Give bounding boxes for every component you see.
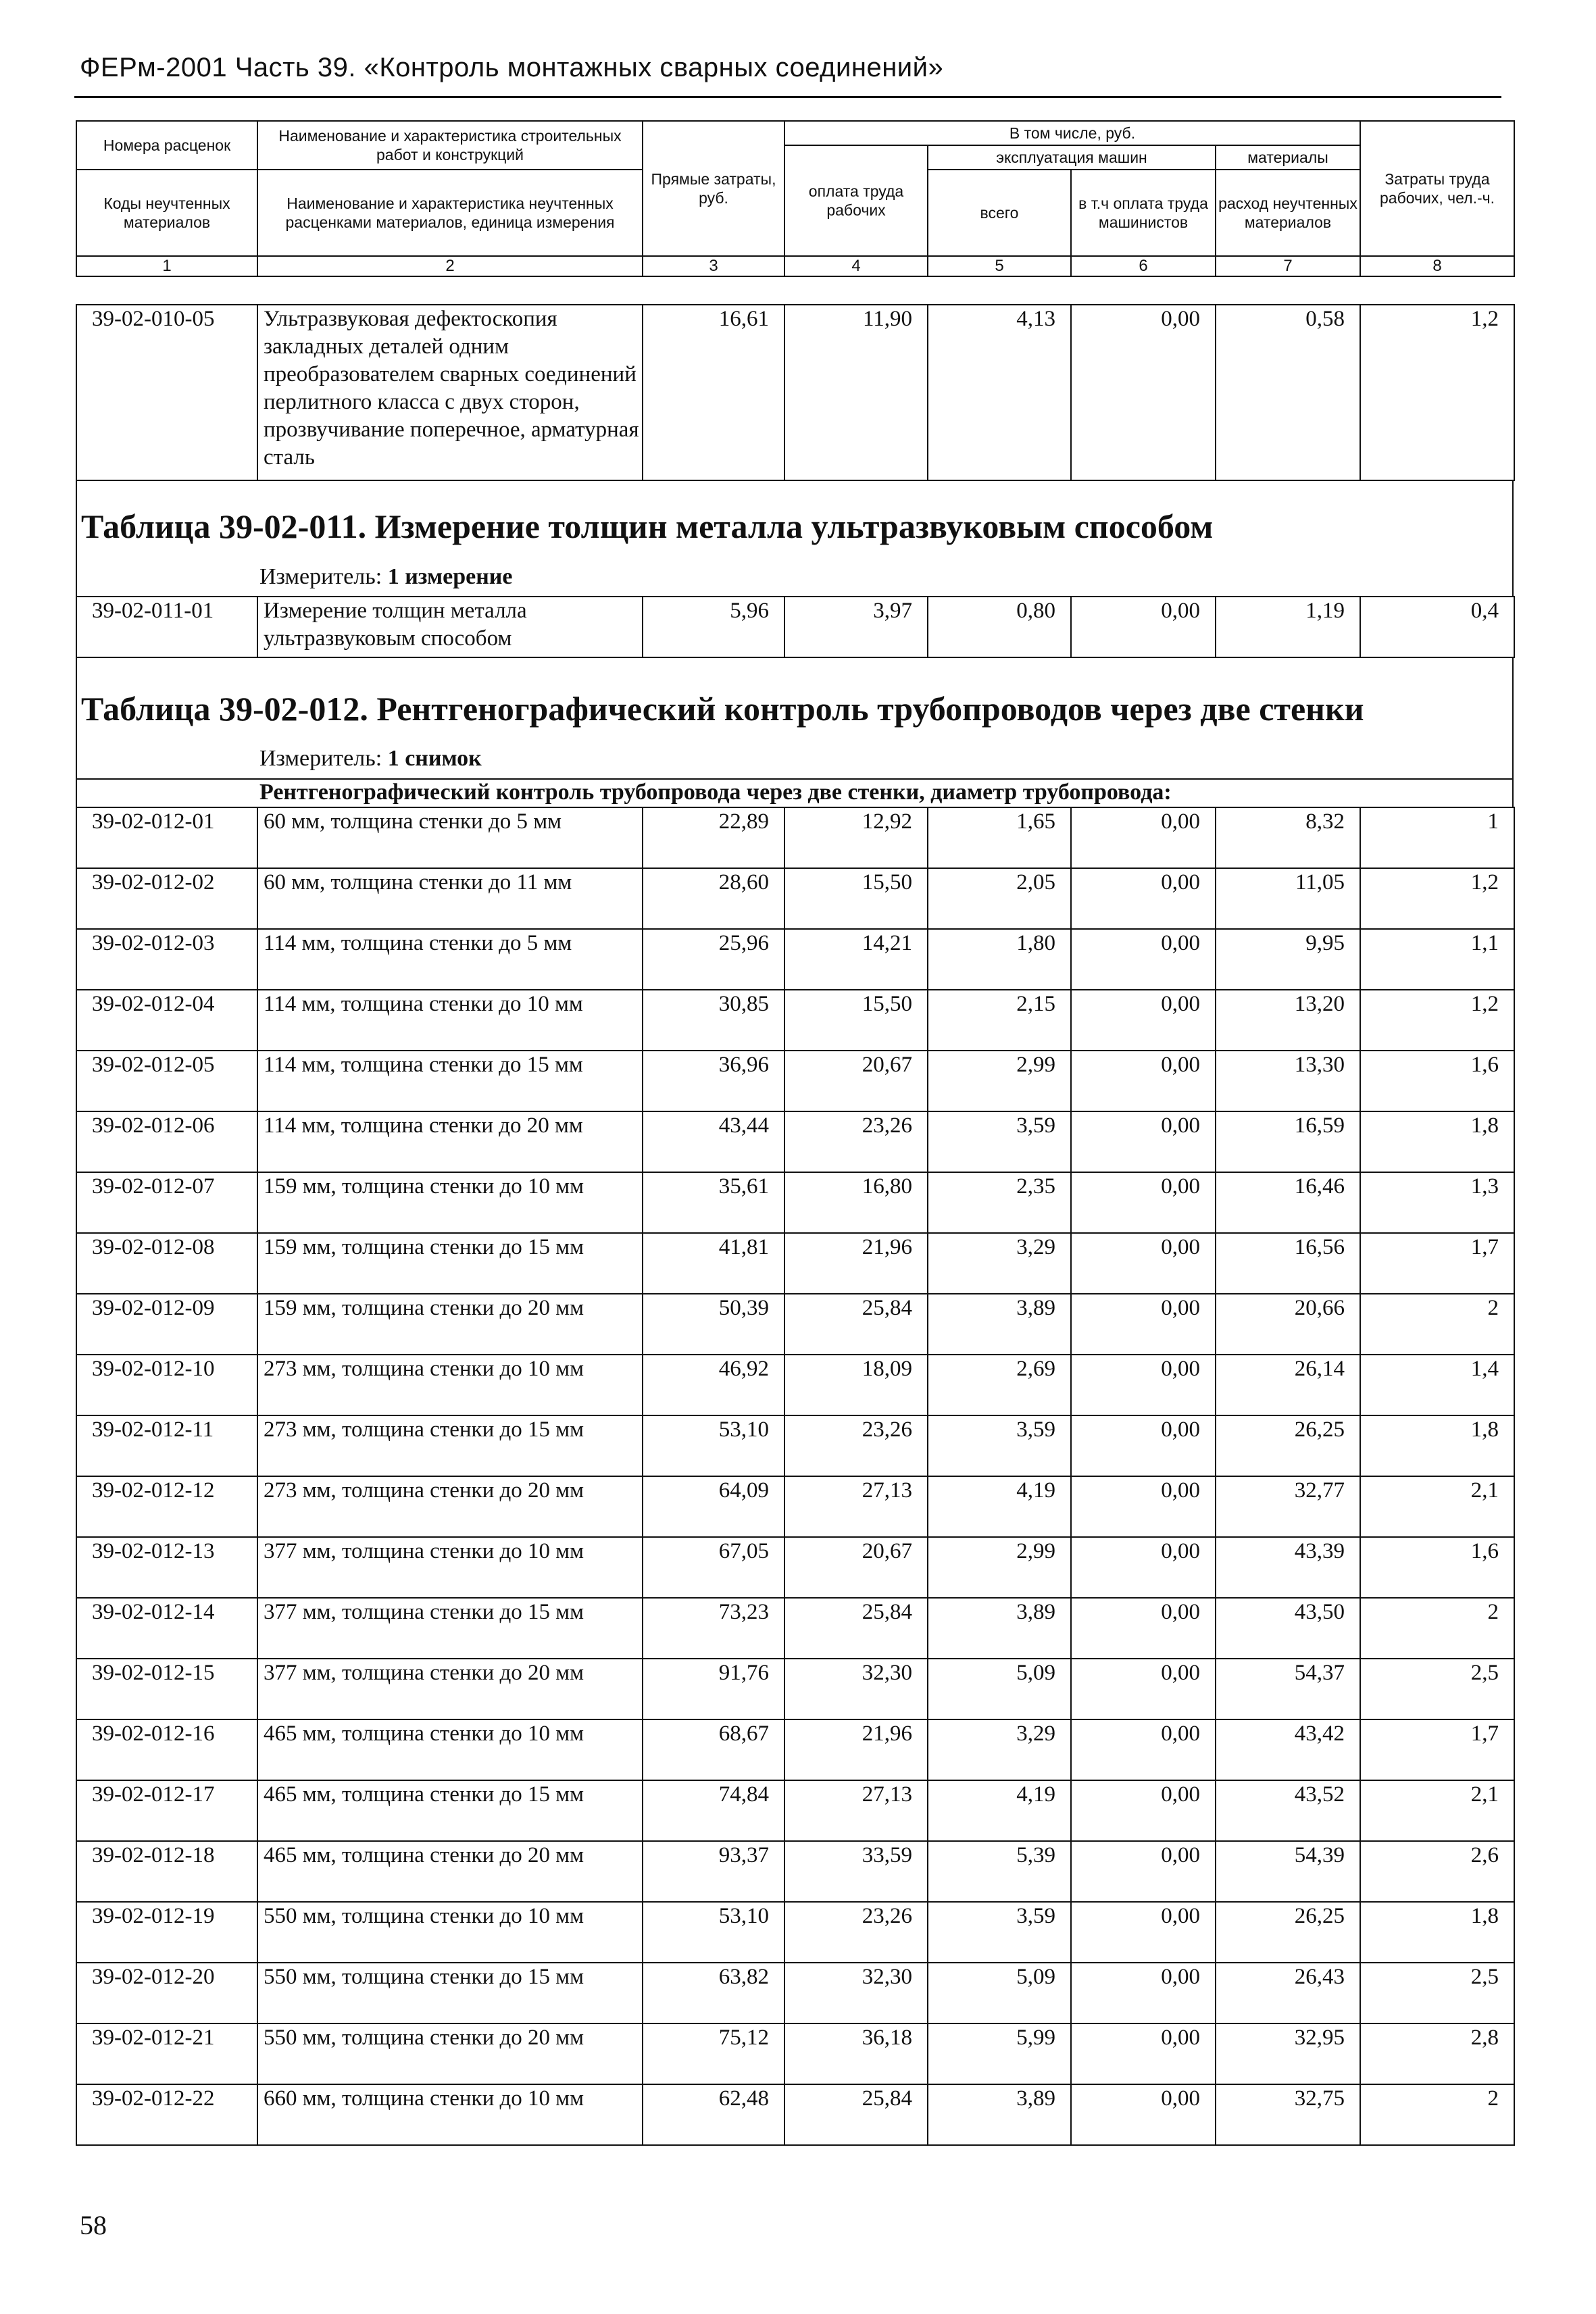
col-unaccounted-materials-header: расход неучтенных материалов — [1216, 170, 1360, 256]
row-code: 39-02-012-03 — [76, 929, 257, 990]
table-011 — [76, 596, 1515, 658]
row-labor: 16,80 — [784, 1172, 928, 1233]
row-010-05-table — [76, 304, 1515, 481]
row-direct: 53,10 — [643, 1415, 784, 1476]
col-direct-header: Прямые затраты, руб. — [643, 121, 784, 256]
row-direct: 50,39 — [643, 1294, 784, 1355]
row-machines: 1,80 — [928, 929, 1071, 990]
row-operators-labor: 0,00 — [1071, 1294, 1216, 1355]
table-row — [76, 1415, 1514, 1476]
row-hours: 1,6 — [1360, 1051, 1514, 1111]
row-materials: 54,37 — [1216, 1659, 1360, 1719]
row-materials: 20,66 — [1216, 1294, 1360, 1355]
row-materials: 11,05 — [1216, 868, 1360, 929]
row-direct: 30,85 — [643, 990, 784, 1051]
row-machines: 2,99 — [928, 1537, 1071, 1598]
row-machines: 3,89 — [928, 1598, 1071, 1659]
row-name: 114 мм, толщина стенки до 5 мм — [257, 929, 643, 990]
table-row — [76, 1172, 1514, 1233]
row-code: 39-02-010-05 — [76, 305, 257, 480]
row-materials: 8,32 — [1216, 807, 1360, 868]
col-labor-header: оплата труда рабочих — [784, 145, 928, 256]
row-operators-labor: 0,00 — [1071, 1902, 1216, 1963]
row-machines: 2,05 — [928, 868, 1071, 929]
row-labor: 11,90 — [784, 305, 928, 480]
row-direct: 67,05 — [643, 1537, 784, 1598]
table-012-meter — [259, 746, 482, 772]
row-hours: 2 — [1360, 1598, 1514, 1659]
row-materials: 0,58 — [1216, 305, 1360, 480]
row-direct: 73,23 — [643, 1598, 784, 1659]
row-direct: 22,89 — [643, 807, 784, 868]
row-labor: 27,13 — [784, 1476, 928, 1537]
row-name: 273 мм, толщина стенки до 15 мм — [257, 1415, 643, 1476]
row-hours: 0,4 — [1360, 597, 1514, 657]
row-hours: 2 — [1360, 1294, 1514, 1355]
row-direct: 25,96 — [643, 929, 784, 990]
row-operators-labor: 0,00 — [1071, 1355, 1216, 1415]
col-codes-header: Номера расценок — [76, 121, 257, 170]
table-row — [76, 1537, 1514, 1598]
row-code: 39-02-012-02 — [76, 868, 257, 929]
row-name: 465 мм, толщина стенки до 20 мм — [257, 1841, 643, 1902]
table-row — [76, 1355, 1514, 1415]
row-hours: 1,2 — [1360, 990, 1514, 1051]
row-machines: 2,35 — [928, 1172, 1071, 1233]
table-011-heading — [76, 480, 1514, 596]
table-row — [76, 1476, 1514, 1537]
row-machines: 2,15 — [928, 990, 1071, 1051]
row-code: 39-02-012-10 — [76, 1355, 257, 1415]
col-machines-header: эксплуатация машин — [928, 145, 1216, 170]
row-labor: 12,92 — [784, 807, 928, 868]
col-index: 8 — [1360, 256, 1514, 276]
row-machines: 3,89 — [928, 1294, 1071, 1355]
row-materials: 43,50 — [1216, 1598, 1360, 1659]
col-hours-header: Затраты труда рабочих, чел.-ч. — [1360, 121, 1514, 256]
row-materials: 16,56 — [1216, 1233, 1360, 1294]
row-machines: 5,09 — [928, 1659, 1071, 1719]
running-header: ФЕРм-2001 Часть 39. «Контроль монтажных сварных соединений» — [80, 53, 944, 82]
row-code: 39-02-012-01 — [76, 807, 257, 868]
table-row — [76, 1841, 1514, 1902]
row-code: 39-02-012-05 — [76, 1051, 257, 1111]
row-name: 465 мм, толщина стенки до 15 мм — [257, 1780, 643, 1841]
col-index: 2 — [257, 256, 643, 276]
row-direct: 43,44 — [643, 1111, 784, 1172]
row-code: 39-02-012-04 — [76, 990, 257, 1051]
row-operators-labor: 0,00 — [1071, 305, 1216, 480]
row-name: 159 мм, толщина стенки до 15 мм — [257, 1233, 643, 1294]
row-machines: 3,29 — [928, 1233, 1071, 1294]
table-011-title: Таблица 39-02-011. Измерение толщин металла ультразвуковым способом — [81, 507, 1214, 545]
row-name: 377 мм, толщина стенки до 20 мм — [257, 1659, 643, 1719]
row-code: 39-02-012-16 — [76, 1719, 257, 1780]
row-materials: 32,95 — [1216, 2023, 1360, 2084]
table-row — [76, 1963, 1514, 2023]
row-operators-labor: 0,00 — [1071, 868, 1216, 929]
row-operators-labor: 0,00 — [1071, 1111, 1216, 1172]
row-machines: 1,65 — [928, 807, 1071, 868]
row-materials: 43,52 — [1216, 1780, 1360, 1841]
row-labor: 23,26 — [784, 1902, 928, 1963]
col-index: 4 — [784, 256, 928, 276]
row-labor: 32,30 — [784, 1963, 928, 2023]
row-hours: 1,1 — [1360, 929, 1514, 990]
row-operators-labor: 0,00 — [1071, 1415, 1216, 1476]
row-code: 39-02-012-21 — [76, 2023, 257, 2084]
row-machines: 2,99 — [928, 1051, 1071, 1111]
row-code: 39-02-012-19 — [76, 1902, 257, 1963]
row-materials: 43,42 — [1216, 1719, 1360, 1780]
table-row — [76, 807, 1514, 868]
row-code: 39-02-012-11 — [76, 1415, 257, 1476]
row-hours: 2,1 — [1360, 1476, 1514, 1537]
col-machines-total-header: всего — [928, 170, 1071, 256]
col-name-subheader: Наименование и характеристика неучтенных расценками материалов, единица измерения — [257, 170, 643, 256]
row-direct: 91,76 — [643, 1659, 784, 1719]
table-row — [76, 1719, 1514, 1780]
row-hours: 1,2 — [1360, 868, 1514, 929]
table-012 — [76, 807, 1515, 2146]
row-direct: 64,09 — [643, 1476, 784, 1537]
row-operators-labor: 0,00 — [1071, 597, 1216, 657]
row-direct: 16,61 — [643, 305, 784, 480]
row-operators-labor: 0,00 — [1071, 1963, 1216, 2023]
row-machines: 5,09 — [928, 1963, 1071, 2023]
row-hours: 1,7 — [1360, 1719, 1514, 1780]
row-materials: 26,25 — [1216, 1415, 1360, 1476]
row-hours: 1,2 — [1360, 305, 1514, 480]
row-operators-labor: 0,00 — [1071, 1719, 1216, 1780]
row-operators-labor: 0,00 — [1071, 1659, 1216, 1719]
col-including-header: В том числе, руб. — [784, 121, 1360, 145]
row-machines: 3,59 — [928, 1111, 1071, 1172]
row-hours: 1,8 — [1360, 1902, 1514, 1963]
row-name: 60 мм, толщина стенки до 11 мм — [257, 868, 643, 929]
col-codes-subheader: Коды неучтенных материалов — [76, 170, 257, 256]
row-code: 39-02-012-18 — [76, 1841, 257, 1902]
row-labor: 14,21 — [784, 929, 928, 990]
row-direct: 36,96 — [643, 1051, 784, 1111]
table-row — [76, 1780, 1514, 1841]
row-code: 39-02-012-14 — [76, 1598, 257, 1659]
row-labor: 25,84 — [784, 1598, 928, 1659]
meter-value: 1 снимок — [387, 746, 482, 771]
row-materials: 1,19 — [1216, 597, 1360, 657]
row-machines: 3,59 — [928, 1415, 1071, 1476]
row-direct: 68,67 — [643, 1719, 784, 1780]
row-hours: 1,6 — [1360, 1537, 1514, 1598]
row-labor: 23,26 — [784, 1415, 928, 1476]
row-name: 114 мм, толщина стенки до 15 мм — [257, 1051, 643, 1111]
row-hours: 1,3 — [1360, 1172, 1514, 1233]
row-operators-labor: 0,00 — [1071, 1780, 1216, 1841]
table-row — [76, 1659, 1514, 1719]
table-row — [76, 305, 1514, 480]
table-row — [76, 929, 1514, 990]
column-header-table — [76, 120, 1515, 277]
row-labor: 27,13 — [784, 1780, 928, 1841]
row-labor: 3,97 — [784, 597, 928, 657]
table-row — [76, 1233, 1514, 1294]
row-name: 377 мм, толщина стенки до 15 мм — [257, 1598, 643, 1659]
table-row — [76, 2023, 1514, 2084]
row-machines: 5,39 — [928, 1841, 1071, 1902]
row-name: 377 мм, толщина стенки до 10 мм — [257, 1537, 643, 1598]
row-labor: 20,67 — [784, 1537, 928, 1598]
row-operators-labor: 0,00 — [1071, 1172, 1216, 1233]
row-code: 39-02-012-06 — [76, 1111, 257, 1172]
row-code: 39-02-012-12 — [76, 1476, 257, 1537]
row-code: 39-02-012-22 — [76, 2084, 257, 2145]
row-name: 114 мм, толщина стенки до 20 мм — [257, 1111, 643, 1172]
row-hours: 2,5 — [1360, 1659, 1514, 1719]
row-operators-labor: 0,00 — [1071, 1537, 1216, 1598]
row-hours: 1,8 — [1360, 1415, 1514, 1476]
row-direct: 41,81 — [643, 1233, 784, 1294]
table-row — [76, 597, 1514, 657]
col-name-header: Наименование и характеристика строительных работ и конструкций — [257, 121, 643, 170]
row-machines: 3,59 — [928, 1902, 1071, 1963]
row-materials: 13,20 — [1216, 990, 1360, 1051]
row-labor: 20,67 — [784, 1051, 928, 1111]
col-index: 7 — [1216, 256, 1360, 276]
meter-value: 1 измерение — [387, 564, 513, 589]
row-materials: 32,75 — [1216, 2084, 1360, 2145]
row-materials: 16,59 — [1216, 1111, 1360, 1172]
row-name: 550 мм, толщина стенки до 20 мм — [257, 2023, 643, 2084]
row-labor: 15,50 — [784, 868, 928, 929]
row-hours: 1,7 — [1360, 1233, 1514, 1294]
row-direct: 63,82 — [643, 1963, 784, 2023]
row-name: 60 мм, толщина стенки до 5 мм — [257, 807, 643, 868]
row-code: 39-02-012-09 — [76, 1294, 257, 1355]
row-machines: 2,69 — [928, 1355, 1071, 1415]
row-operators-labor: 0,00 — [1071, 1233, 1216, 1294]
row-materials: 26,14 — [1216, 1355, 1360, 1415]
row-materials: 32,77 — [1216, 1476, 1360, 1537]
row-code: 39-02-012-15 — [76, 1659, 257, 1719]
row-code: 39-02-012-20 — [76, 1963, 257, 2023]
row-labor: 32,30 — [784, 1659, 928, 1719]
row-name: Измерение толщин металла ультразвуковым способом — [257, 597, 643, 657]
row-machines: 4,13 — [928, 305, 1071, 480]
row-operators-labor: 0,00 — [1071, 929, 1216, 990]
row-materials: 9,95 — [1216, 929, 1360, 990]
table-row — [76, 868, 1514, 929]
table-011-meter — [259, 564, 512, 590]
table-012-subheading: Рентгенографический контроль трубопровода через две стенки, диаметр трубопровода: — [259, 780, 1172, 805]
row-operators-labor: 0,00 — [1071, 2023, 1216, 2084]
row-name: 660 мм, толщина стенки до 10 мм — [257, 2084, 643, 2145]
row-hours: 2,5 — [1360, 1963, 1514, 2023]
col-materials-header: материалы — [1216, 145, 1360, 170]
row-hours: 1,4 — [1360, 1355, 1514, 1415]
row-labor: 25,84 — [784, 2084, 928, 2145]
row-machines: 4,19 — [928, 1476, 1071, 1537]
row-labor: 36,18 — [784, 2023, 928, 2084]
row-hours: 2 — [1360, 2084, 1514, 2145]
row-labor: 21,96 — [784, 1719, 928, 1780]
row-machines: 3,89 — [928, 2084, 1071, 2145]
row-operators-labor: 0,00 — [1071, 1476, 1216, 1537]
row-operators-labor: 0,00 — [1071, 2084, 1216, 2145]
table-row — [76, 1902, 1514, 1963]
row-name: 114 мм, толщина стенки до 10 мм — [257, 990, 643, 1051]
row-operators-labor: 0,00 — [1071, 1598, 1216, 1659]
row-name: 550 мм, толщина стенки до 15 мм — [257, 1963, 643, 2023]
row-name: 159 мм, толщина стенки до 20 мм — [257, 1294, 643, 1355]
row-hours: 1,8 — [1360, 1111, 1514, 1172]
table-012-title: Таблица 39-02-012. Рентгенографический контроль трубопроводов через две стенки — [81, 690, 1364, 728]
row-labor: 18,09 — [784, 1355, 928, 1415]
row-labor: 23,26 — [784, 1111, 928, 1172]
row-code: 39-02-012-13 — [76, 1537, 257, 1598]
row-operators-labor: 0,00 — [1071, 1051, 1216, 1111]
row-direct: 35,61 — [643, 1172, 784, 1233]
page-number: 58 — [80, 2210, 107, 2240]
col-index: 5 — [928, 256, 1071, 276]
row-direct: 5,96 — [643, 597, 784, 657]
row-name: 273 мм, толщина стенки до 10 мм — [257, 1355, 643, 1415]
row-machines: 5,99 — [928, 2023, 1071, 2084]
col-index: 6 — [1071, 256, 1216, 276]
row-name: 465 мм, толщина стенки до 10 мм — [257, 1719, 643, 1780]
row-labor: 15,50 — [784, 990, 928, 1051]
row-name: 159 мм, толщина стенки до 10 мм — [257, 1172, 643, 1233]
row-labor: 25,84 — [784, 1294, 928, 1355]
row-hours: 2,1 — [1360, 1780, 1514, 1841]
row-direct: 75,12 — [643, 2023, 784, 2084]
row-direct: 74,84 — [643, 1780, 784, 1841]
row-direct: 62,48 — [643, 2084, 784, 2145]
table-row — [76, 1111, 1514, 1172]
row-direct: 53,10 — [643, 1902, 784, 1963]
row-operators-labor: 0,00 — [1071, 1841, 1216, 1902]
table-row — [76, 1051, 1514, 1111]
row-machines: 0,80 — [928, 597, 1071, 657]
meter-label: Измеритель: — [259, 564, 382, 589]
row-direct: 46,92 — [643, 1355, 784, 1415]
row-materials: 26,43 — [1216, 1963, 1360, 2023]
row-direct: 28,60 — [643, 868, 784, 929]
row-labor: 21,96 — [784, 1233, 928, 1294]
header-rule — [74, 96, 1501, 98]
row-labor: 33,59 — [784, 1841, 928, 1902]
col-index: 3 — [643, 256, 784, 276]
row-materials: 13,30 — [1216, 1051, 1360, 1111]
col-operators-labor-header: в т.ч оплата труда машинистов — [1071, 170, 1216, 256]
row-machines: 3,29 — [928, 1719, 1071, 1780]
row-operators-labor: 0,00 — [1071, 807, 1216, 868]
row-direct: 93,37 — [643, 1841, 784, 1902]
row-name: 550 мм, толщина стенки до 10 мм — [257, 1902, 643, 1963]
col-index: 1 — [76, 256, 257, 276]
row-name: 273 мм, толщина стенки до 20 мм — [257, 1476, 643, 1537]
row-code: 39-02-011-01 — [76, 597, 257, 657]
row-code: 39-02-012-17 — [76, 1780, 257, 1841]
table-012-heading — [76, 657, 1514, 807]
row-code: 39-02-012-07 — [76, 1172, 257, 1233]
row-hours: 2,6 — [1360, 1841, 1514, 1902]
row-hours: 2,8 — [1360, 2023, 1514, 2084]
row-operators-labor: 0,00 — [1071, 990, 1216, 1051]
table-row — [76, 1294, 1514, 1355]
row-hours: 1 — [1360, 807, 1514, 868]
row-name: Ультразвуковая дефектоскопия закладных деталей одним преобразователем сварных соединений перлитного класса с двух сторон, прозвучивание поперечное, арматурная сталь — [257, 305, 643, 480]
table-row — [76, 990, 1514, 1051]
table-row — [76, 1598, 1514, 1659]
row-materials: 16,46 — [1216, 1172, 1360, 1233]
row-materials: 26,25 — [1216, 1902, 1360, 1963]
table-row — [76, 2084, 1514, 2145]
row-materials: 54,39 — [1216, 1841, 1360, 1902]
row-code: 39-02-012-08 — [76, 1233, 257, 1294]
row-materials: 43,39 — [1216, 1537, 1360, 1598]
meter-label: Измеритель: — [259, 746, 382, 771]
row-machines: 4,19 — [928, 1780, 1071, 1841]
